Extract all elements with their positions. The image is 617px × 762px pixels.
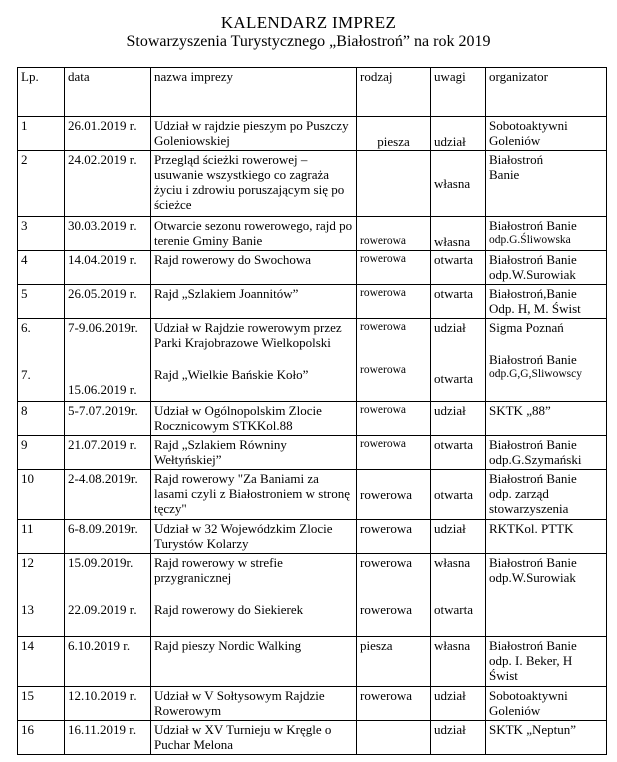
cell-uwagi: otwarta bbox=[431, 251, 486, 285]
cell-nazwa: Rajd pieszy Nordic Walking bbox=[151, 637, 357, 687]
nazwa-line: Rajd rowerowy do Siekierek bbox=[154, 602, 304, 617]
cell-organizator: SKTK „Neptun” bbox=[486, 721, 607, 755]
cell-uwagi: udział bbox=[431, 117, 486, 151]
cell-data bbox=[65, 554, 151, 637]
cell-lp: 14 bbox=[18, 637, 65, 687]
cell-organizator: Białostroń Banie odp.G.Szymański bbox=[486, 436, 607, 470]
cell-rodzaj bbox=[357, 554, 431, 637]
cell-uwagi: otwarta bbox=[431, 285, 486, 319]
table-row bbox=[18, 117, 607, 151]
cell-rodzaj: rowerowa bbox=[357, 285, 431, 319]
table-row bbox=[18, 520, 607, 554]
cell-lp: 4 bbox=[18, 251, 65, 285]
table-row bbox=[18, 637, 607, 687]
table-row bbox=[18, 721, 607, 755]
cell-organizator: Sobotoaktywni Goleniów bbox=[486, 687, 607, 721]
table-row bbox=[18, 554, 607, 637]
table-row bbox=[18, 687, 607, 721]
org-line: Białostroń Banie bbox=[489, 218, 577, 233]
cell-lp: 8 bbox=[18, 402, 65, 436]
lp-line: 7. bbox=[21, 367, 31, 382]
cell-nazwa: Rajd „Szlakiem Joannitów” bbox=[151, 285, 357, 319]
cell-organizator: Białostroń Banie odp.W.Surowiak bbox=[486, 251, 607, 285]
cell-lp: 3 bbox=[18, 217, 65, 251]
org-line: odp.G.Śliwowska bbox=[489, 234, 571, 246]
table-row bbox=[18, 251, 607, 285]
cell-lp: 5 bbox=[18, 285, 65, 319]
table-row bbox=[18, 285, 607, 319]
cell-nazwa bbox=[151, 319, 357, 402]
uwagi-line: udział bbox=[434, 320, 466, 335]
cell-data bbox=[65, 319, 151, 402]
cell-uwagi: udział bbox=[431, 520, 486, 554]
cell-uwagi bbox=[431, 554, 486, 637]
table-row bbox=[18, 436, 607, 470]
cell-uwagi: własna bbox=[431, 151, 486, 217]
uwagi-line: otwarta bbox=[434, 602, 473, 617]
cell-rodzaj: rowerowa bbox=[357, 520, 431, 554]
cell-nazwa: Udział w V Sołtysowym Rajdzie Rowerowym bbox=[151, 687, 357, 721]
lp-line: 12 bbox=[21, 555, 34, 570]
cell-nazwa: Udział w rajdzie pieszym po Puszczy Goleniowskiej bbox=[151, 117, 357, 151]
nazwa-line: Udział w Rajdzie rowerowym przez Parki Krajobrazowe Wielkopolski bbox=[154, 320, 342, 350]
cell-data: 2-4.08.2019r. bbox=[65, 470, 151, 520]
cell-data: 16.11.2019 r. bbox=[65, 721, 151, 755]
cell-organizator: Białostroń,Banie Odp. H, M. Świst bbox=[486, 285, 607, 319]
rodzaj-line: rowerowa bbox=[360, 555, 412, 570]
cell-lp: 9 bbox=[18, 436, 65, 470]
table-row bbox=[18, 319, 607, 402]
org-line: Białostroń Banie bbox=[489, 352, 577, 367]
nazwa-line: Rajd rowerowy w strefie przygranicznej bbox=[154, 555, 283, 585]
lp-line: 13 bbox=[21, 602, 34, 617]
cell-data: 26.01.2019 r. bbox=[65, 117, 151, 151]
data-line: 15.09.2019r. bbox=[68, 555, 134, 570]
cell-rodzaj bbox=[357, 151, 431, 217]
cell-lp bbox=[18, 319, 65, 402]
cell-data: 5-7.07.2019r. bbox=[65, 402, 151, 436]
cell-lp: 2 bbox=[18, 151, 65, 217]
cell-rodzaj: piesza bbox=[357, 637, 431, 687]
cell-rodzaj bbox=[357, 319, 431, 402]
cell-organizator: Białostroń Banie odp.W.Surowiak bbox=[486, 554, 607, 637]
cell-lp: 10 bbox=[18, 470, 65, 520]
cell-uwagi: udział bbox=[431, 687, 486, 721]
cell-uwagi: udział bbox=[431, 402, 486, 436]
cell-rodzaj: rowerowa bbox=[357, 402, 431, 436]
events-table bbox=[17, 67, 607, 755]
page-subtitle: Stowarzyszenia Turystycznego „Białostroń” na rok 2019 bbox=[126, 33, 491, 50]
cell-organizator: Białostroń Banie bbox=[486, 151, 607, 217]
cell-organizator: RKTKol. PTTK bbox=[486, 520, 607, 554]
cell-nazwa: Otwarcie sezonu rowerowego, rajd po terenie Gminy Banie bbox=[151, 217, 357, 251]
cell-lp: 11 bbox=[18, 520, 65, 554]
cell-uwagi: otwarta bbox=[431, 470, 486, 520]
cell-nazwa: Rajd rowerowy do Swochowa bbox=[151, 251, 357, 285]
cell-lp bbox=[18, 554, 65, 637]
data-line: 22.09.2019 r. bbox=[68, 602, 137, 617]
header-organizator: organizator bbox=[486, 68, 607, 117]
cell-rodzaj bbox=[357, 721, 431, 755]
header-data: data bbox=[65, 68, 151, 117]
data-line: 15.06.2019 r. bbox=[68, 382, 137, 397]
cell-organizator bbox=[486, 217, 607, 251]
data-line: 7-9.06.2019r. bbox=[68, 320, 138, 335]
cell-nazwa: Udział w Ogólnopolskim Zlocie Rocznicowym STKKol.88 bbox=[151, 402, 357, 436]
header-nazwa: nazwa imprezy bbox=[151, 68, 357, 117]
cell-nazwa: Udział w XV Turnieju w Kręgle o Puchar Melona bbox=[151, 721, 357, 755]
cell-uwagi: własna bbox=[431, 637, 486, 687]
lp-line: 6. bbox=[21, 320, 31, 335]
table-header-row bbox=[18, 68, 607, 117]
table-row bbox=[18, 470, 607, 520]
cell-organizator: Sobotoaktywni Goleniów bbox=[486, 117, 607, 151]
cell-uwagi: udział bbox=[431, 721, 486, 755]
cell-organizator bbox=[486, 319, 607, 402]
cell-rodzaj: rowerowa bbox=[357, 436, 431, 470]
cell-nazwa: Rajd „Szlakiem Równiny Wełtyńskiej” bbox=[151, 436, 357, 470]
header-uwagi: uwagi bbox=[431, 68, 486, 117]
cell-uwagi bbox=[431, 319, 486, 402]
uwagi-line: otwarta bbox=[434, 371, 473, 386]
table-row bbox=[18, 217, 607, 251]
rodzaj-line: rowerowa bbox=[360, 364, 406, 376]
cell-organizator: Białostroń Banie odp. zarząd stowarzyszenia bbox=[486, 470, 607, 520]
cell-rodzaj: rowerowa bbox=[357, 217, 431, 251]
cell-data: 26.05.2019 r. bbox=[65, 285, 151, 319]
page-title: KALENDARZ IMPREZ bbox=[220, 13, 397, 32]
cell-data: 6.10.2019 r. bbox=[65, 637, 151, 687]
cell-data: 30.03.2019 r. bbox=[65, 217, 151, 251]
cell-data: 6-8.09.2019r. bbox=[65, 520, 151, 554]
cell-rodzaj: rowerowa bbox=[357, 470, 431, 520]
cell-nazwa: Rajd rowerowy "Za Baniami za lasami czyli z Białostroniem w stronę tęczy" bbox=[151, 470, 357, 520]
cell-rodzaj: rowerowa bbox=[357, 251, 431, 285]
cell-nazwa: Przegląd ścieżki rowerowej – usuwanie wszystkiego co zagraża życiu i zdrowiu poruszającym się po ścieżce bbox=[151, 151, 357, 217]
rodzaj-line: rowerowa bbox=[360, 321, 406, 333]
cell-rodzaj: piesza bbox=[357, 117, 431, 151]
cell-rodzaj: rowerowa bbox=[357, 687, 431, 721]
org-line: Sigma Poznań bbox=[489, 320, 564, 335]
cell-nazwa: Udział w 32 Wojewódzkim Zlocie Turystów Kolarzy bbox=[151, 520, 357, 554]
rodzaj-line: rowerowa bbox=[360, 602, 412, 617]
cell-organizator: SKTK „88” bbox=[486, 402, 607, 436]
cell-lp: 15 bbox=[18, 687, 65, 721]
cell-uwagi: otwarta bbox=[431, 436, 486, 470]
cell-nazwa bbox=[151, 554, 357, 637]
header-lp: Lp. bbox=[18, 68, 65, 117]
table-row bbox=[18, 151, 607, 217]
org-line: odp.G,G,Sliwowscy bbox=[489, 368, 582, 380]
cell-organizator: Białostroń Banie odp. I. Beker, H Świst bbox=[486, 637, 607, 687]
cell-uwagi: własna bbox=[431, 217, 486, 251]
cell-data: 21.07.2019 r. bbox=[65, 436, 151, 470]
cell-lp: 1 bbox=[18, 117, 65, 151]
nazwa-line: Rajd „Wielkie Bańskie Koło” bbox=[154, 367, 309, 382]
cell-data: 24.02.2019 r. bbox=[65, 151, 151, 217]
header-rodzaj: rodzaj bbox=[357, 68, 431, 117]
uwagi-line: własna bbox=[434, 555, 471, 570]
cell-data: 14.04.2019 r. bbox=[65, 251, 151, 285]
cell-data: 12.10.2019 r. bbox=[65, 687, 151, 721]
cell-lp: 16 bbox=[18, 721, 65, 755]
table-row bbox=[18, 402, 607, 436]
